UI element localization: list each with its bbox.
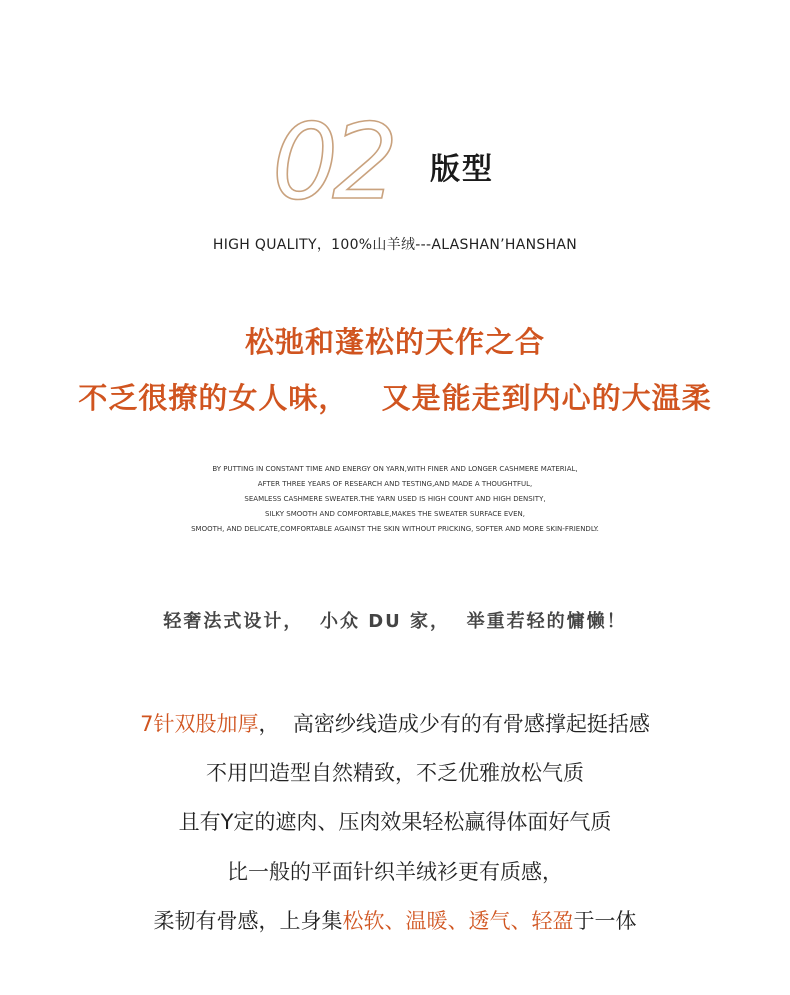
english-line-3: SEAMLESS CASHMERE SWEATER.THE YARN USED IS HIGH COUNT AND HIGH DENSITY, xyxy=(244,495,546,503)
feature-line-5-prefix: 柔韧有骨感，上身集 xyxy=(153,909,343,933)
english-line-1: BY PUTTING IN CONSTANT TIME AND ENERGY ON YARN,WITH FINER AND LONGER CASHMERE MATERIAL, xyxy=(212,465,578,473)
feature-line-4: 比一般的平面针织羊绒衫更有质感， xyxy=(227,860,563,884)
headline-line-1: 松弛和蓬松的天作之合 xyxy=(244,325,545,359)
feature-line-5 xyxy=(0,907,790,935)
english-line-4: SILKY SMOOTH AND COMFORTABLE,MAKES THE SWEATER SURFACE EVEN, xyxy=(265,510,525,518)
feature-line-1 xyxy=(0,710,790,738)
feature-line-2: 不用凹造型自然精致，不乏优雅放松气质 xyxy=(206,761,584,785)
feature-line-1-accent: 7针双股加厚 xyxy=(140,712,259,736)
english-description xyxy=(0,462,790,537)
section-title: 版型 xyxy=(430,152,494,187)
quality-line: HIGH QUALITY，100%山羊绒---ALASHAN’HANSHAN xyxy=(212,237,578,253)
feature-line-5-accent: 松软、温暖、透气、轻盈 xyxy=(342,909,574,933)
feature-line-5-suffix: 于一体 xyxy=(573,909,637,933)
section-number-02 xyxy=(268,101,418,223)
section-number-text: 02 xyxy=(272,101,393,223)
english-line-5: SMOOTH, AND DELICATE,COMFORTABLE AGAINST THE SKIN WITHOUT PRICKING, SOFTER AND MORE SKIN-FRIENDLY. xyxy=(191,525,599,533)
tagline: 轻奢法式设计， 小众 DU 家， 举重若轻的慵懒！ xyxy=(163,611,627,632)
headline-line-2: 不乏很撩的女人味， 又是能走到内心的大温柔 xyxy=(78,381,712,415)
feature-line-1-text: ， 高密纱线造成少有的有骨感撑起挺括感 xyxy=(258,712,650,736)
english-line-2: AFTER THREE YEARS OF RESEARCH AND TESTING,AND MADE A THOUGHTFUL, xyxy=(257,480,533,488)
feature-line-3: 且有Y定的遮肉、压肉效果轻松赢得体面好气质 xyxy=(178,810,612,834)
